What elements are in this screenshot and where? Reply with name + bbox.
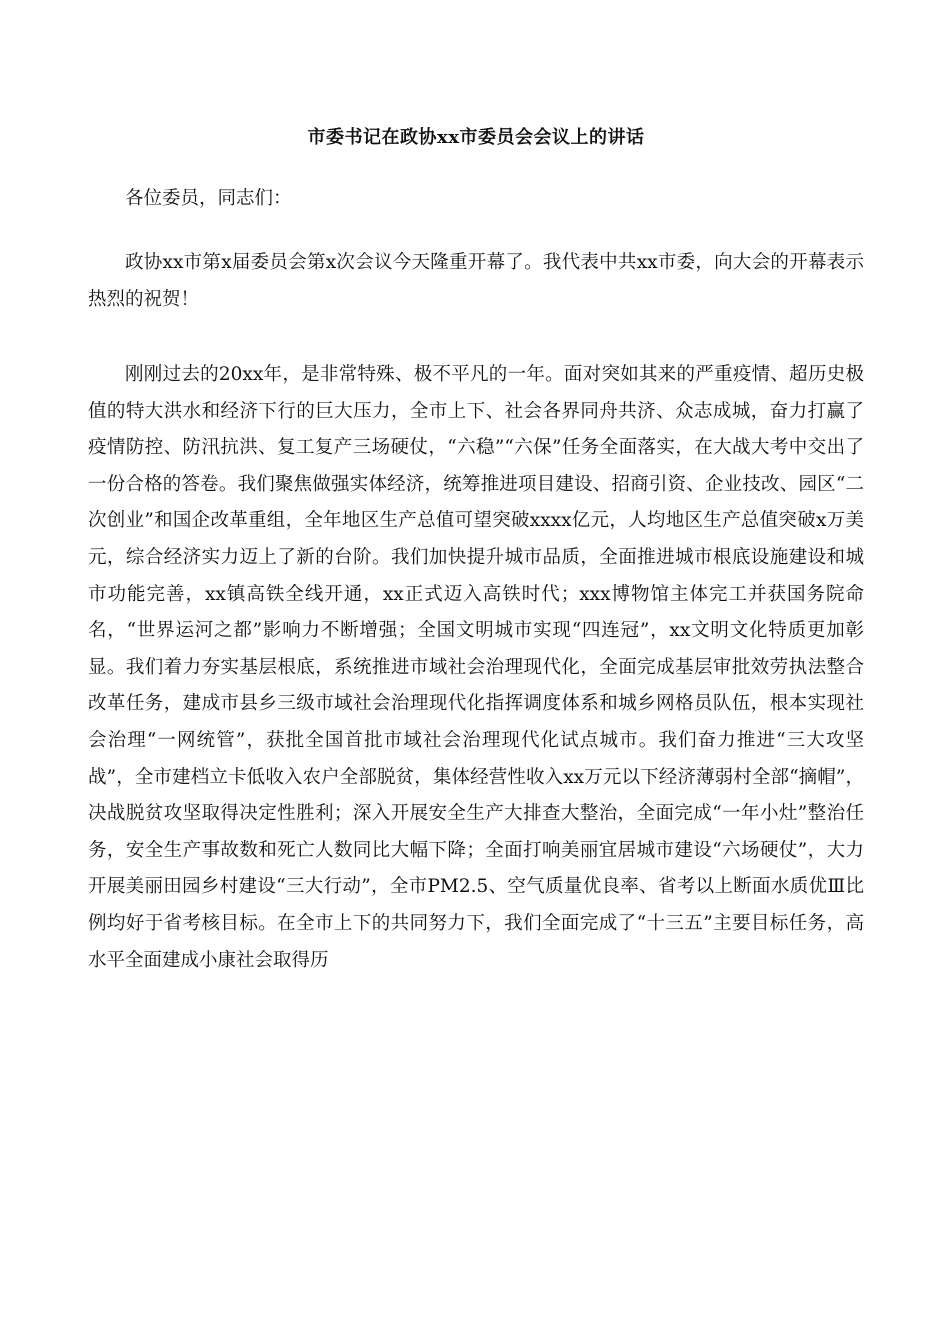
salutation: 各位委员，同志们： bbox=[125, 188, 292, 209]
body-paragraph-review: 刚刚过去的20xx年，是非常特殊、极不平凡的一年。面对突如其来的严重疫情、超历史极值的特大洪水和经济下行的巨大压力，全市上下、社会各界同舟共济、众志成城，奋力打赢了疫情防控、防汛抗洪、复工复产三场硬仗，“六稳”“六保”任务全面落实，在大战大考中交出了一份合格的答卷。我们聚焦做强实体经济，统筹推进项目建设、招商引资、企业技改、园区“二次创业”和国企改革重组，全年地区生产总值可望突破xxxx亿元，人均地区生产总值突破x万美元，综合经济实力迈上了新的台阶。我们加快提升城市品质，全面推进城市根底设施建设和城市功能完善，xx镇高铁全线开通，xx正式迈入高铁时代；xxx博物馆主体完工并获国务院命名，“世界运河之都”影响力不断增强；全国文明城市实现“四连冠”，xx文明文化特质更加彰显。我们着力夯实基层根底，系统推进市域社会治理现代化，全面完成基层审批效劳执法整合改革任务，建成市县乡三级市域社会治理现代化指挥调度体系和城乡网格员队伍，根本实现社会治理“一网统管”，获批全国首批市域社会治理现代化试点城市。我们奋力推进“三大攻坚战”，全市建档立卡低收入农户全部脱贫，集体经营性收入xx万元以下经济薄弱村全部“摘帽”，决战脱贫攻坚取得决定性胜利；深入开展安全生产大排查大整治，全面完成“一年小灶”整治任务，安全生产事故数和死亡人数同比大幅下降；全面打响美丽宜居城市建设“六场硬仗”，大力开展美丽田园乡村建设“三大行动”，全市PM2.5、空气质量优良率、省考以上断面水质优Ⅲ比例均好于省考核目标。在全市上下的共同努力下，我们全面完成了“十三五”主要目标任务，高水平全面建成小康社会取得历 bbox=[88, 364, 864, 971]
document-title: 市委书记在政协xx市委员会会议上的讲话 bbox=[307, 127, 645, 148]
body-paragraph-opening: 政协xx市第x届委员会第x次会议今天隆重开幕了。我代表中共xx市委，向大会的开幕表示热烈的祝贺！ bbox=[88, 252, 864, 310]
